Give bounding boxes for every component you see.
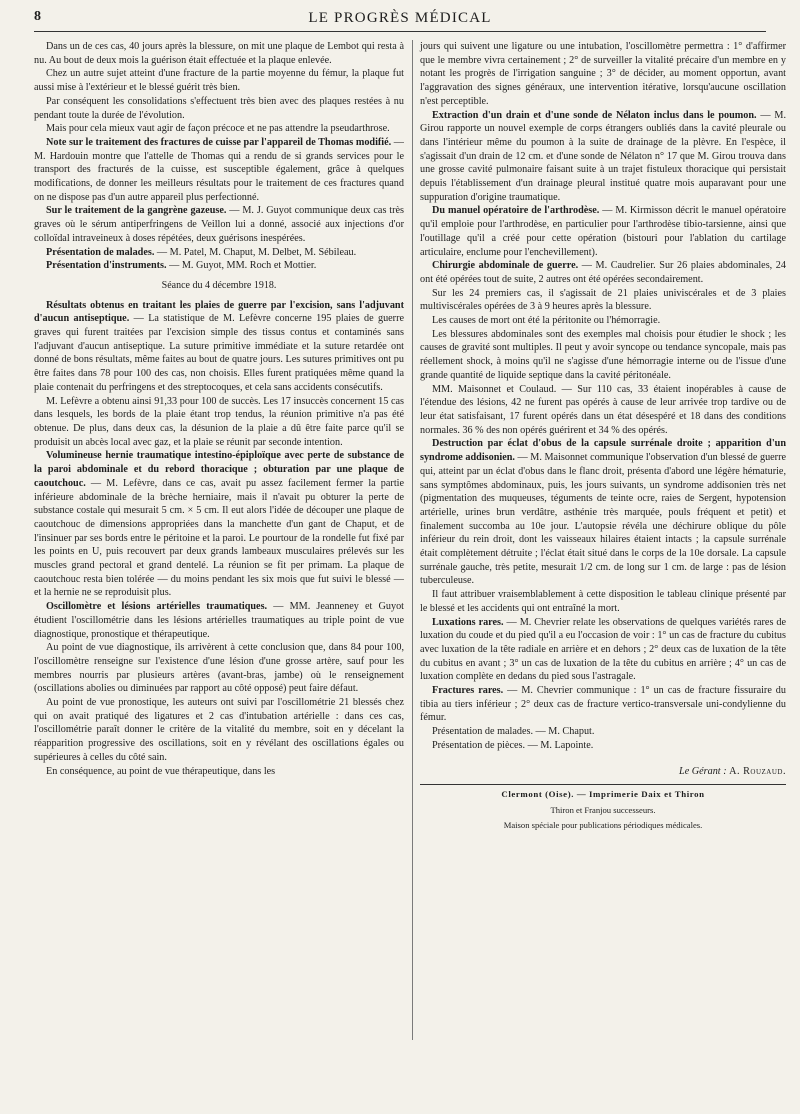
section-fractures (420, 684, 786, 725)
paragraph: Les causes de mort ont été la péritonite ou l'hémorragie. (432, 315, 661, 327)
paragraph: Sur les 24 premiers cas, il s'agissait de 21 plaies univiscérales et de 3 plaies multiviscérales opérées de 3 à 9 heures après la blessure. (420, 287, 786, 313)
section-body: — M. Lefèvre, dans ce cas, avait pu assez facilement fermer la partie inférieure abdominale de la brèche herniaire, mais il n'avait pu obturer la perte de substance costale qui mesurait 5 cm. × 5 cm. Il eut alors l'idée de découper une plaque de caoutchouc de dimensions appropriées dans la manchette d'un gant de Chaput, et de l'insinuer par ses bords entre le péritoine et la paroi. Le pourtour de la rondelle fut fixé par les points en U, puis recouvert par deux grands lambeaux musculaires prélevés sur les muscles grand pectoral et grand dentelé. La réunion se fit per primam. La plaque de caoutchouc resta bien tolérée — du moins pendant les six mois que fut suivi le blessé — et la hernie ne se reproduisit plus. (34, 477, 404, 599)
section-title: Oscillomètre et lésions artérielles traumatiques. (46, 601, 268, 613)
paragraph: Il faut attribuer vraisemblablement à cette disposition le tableau clinique présenté par le blessé et les accidents qui ont entraîné la mort. (420, 589, 786, 614)
right-column (420, 40, 786, 832)
section-title: Présentation de malades. (46, 246, 155, 258)
section-oscillometre (34, 600, 404, 641)
section-title: Extraction d'un drain et d'une sonde de Nélaton inclus dans le poumon. (432, 109, 757, 121)
section-title: Note sur le traitement des fractures de cuisse par l'appareil de Thomas modifié. (46, 136, 392, 148)
section-title: Sur le traitement de la gangrène gazeuse. (46, 205, 227, 217)
gerant-line (420, 765, 786, 786)
section-hernie (34, 449, 404, 600)
section-luxations (420, 616, 786, 685)
header-rule (34, 31, 766, 32)
section-body: — MM. Jeanneney et Guyot étudient l'oscillométrie dans les lésions artérielles traumatiques au triple point de vue diagnostique, pronostique et thérapeutique. (34, 601, 404, 640)
paragraph: MM. Maisonnet et Coulaud. — Sur 110 cas, 33 étaient inopérables à cause de l'étendue des lésions, 42 ne furent pas opérés à cause de leur arrivée trop tardive ou de leur état satisfaisant, 17 furent opérés dans un état désespéré et 18 dans des conditions normales. 36 % des non opérés guérirent et 34 % des opérés. (420, 383, 786, 436)
gerant-label: Le Gérant : (679, 765, 730, 777)
paragraph: En conséquence, au point de vue thérapeutique, dans les (46, 765, 276, 777)
section-chirurgie (420, 259, 786, 286)
section-title: Chirurgie abdominale de guerre. (432, 260, 579, 272)
section-body: — M. Chaput. (533, 726, 595, 738)
page-header (34, 8, 766, 32)
section-body: — M. Chevrier communique : 1° un cas de fracture fissuraire du tibia au tiers inférieur ; 2° deux cas de fracture vertico-transversale uni-condylienne du fémur. (420, 685, 786, 724)
gerant-name: A. Rouzaud. (729, 765, 786, 777)
section-title: Volumineuse hernie traumatique intestino-épiploïque avec perte de substance de la paroi abdominale et du rebord thoracique ; obturation par une plaque de caoutchouc. (34, 450, 404, 489)
section-title: Destruction par éclat d'obus de la capsule surrénale droite ; apparition d'un syndrome addisonien. (420, 438, 786, 464)
column-divider (412, 40, 413, 1040)
section-body: — La statistique de M. Lefèvre concerne 195 plaies de guerre graves qui furent traitées par l'excision simple des tissus contus et contaminés sans l'adjuvant d'aucun antiseptique. La suture primitive immédiate et la suture retardée ont donné de bons résultats, même faites au bout de quatre jours. Les sutures primitives ont pu être faites dans 78 pour 100 des cas, non choisis. Elles furent pratiquées même quand la plaie contenait du perfringens et des streptocoques, et cela sans accidents consécutifs. (34, 313, 404, 393)
section-thomas (34, 136, 404, 205)
paragraph: Chez un autre sujet atteint d'une fracture de la partie moyenne du fémur, la plaque fut aussi mise à l'extérieur et le blessé guérit très bien. (34, 68, 404, 94)
section-body: — M. Lapointe. (525, 739, 594, 751)
paragraph: M. Lefèvre a obtenu ainsi 91,33 pour 100 de succès. Les 17 insuccès concernent 15 cas dans lesquels, les bords de la plaie étant trop tendus, la réunion primitive n'a pas été obtenue. De plus, dans deux cas, la désunion de la plaie a dû être faite parce qu'il se produisit un abcès local avec gaz, et la plaie se réunit par seconde intention. (34, 395, 404, 448)
paragraph: Dans un de ces cas, 40 jours après la blessure, on mit une plaque de Lembot qui resta à nu. Au bout de deux mois la guérison était effectuée et la plaque enlevée. (34, 41, 404, 66)
imprint-line: Clermont (Oise). — Imprimerie Daix et Thiron (501, 789, 705, 800)
section-body: — M. J. Guyot communique deux cas très graves où le sérum antiperfringens de Veillon lui a donné, associé aux injections d'or colloïdal intraveineux à doses répétées, deux guérisons inespérées. (34, 205, 405, 244)
section-body: — M. Hardouin montre que l'attelle de Thomas qui a rendu de si grands services pour le transport des fracturés de la cuisse, est susceptible également, grâce à quelques modifications, de donner les meilleurs résultats pour le traitement de ces fractures quand on ne dispose pas d'un autre appareil plus perfectionné. (34, 136, 404, 203)
section-body: — M. Maisonnet communique l'observation d'un blessé de guerre qui, atteint par un éclat d'obus dans le flanc droit, présenta d'abord une légère hématurie, sans symptômes abdominaux, puis, les jours suivants, un syndrome addisonien très net (pigmentation des muqueuses, téguments de teinte ocre, raies de Sergent, hypotension artérielle, urines brun verdâtre, asthénie très marquée, pouls fréquent et petit) et finalement succomba au 10e jour. L'autopsie révéla une déchirure oblique du pôle inférieur du rein droit, dont les vaisseaux hilaires étaient intacts ; la capsule surrénale était complètement détruite ; l'éclat était situé dans le corps de la 10e dorsale. La capsule surrénale gauche, très petite, mesurait 1/2 cm. de long sur 1 cm. de large : pas de lésion tuberculeuse. (420, 452, 786, 587)
section-title: Présentation d'instruments. (46, 260, 167, 272)
section-title: Présentation de pièces. (432, 739, 526, 751)
section-title: Résultats obtenus en traitant les plaies de guerre par l'excision, sans l'adjuvant d'aucun antiseptique. (34, 299, 404, 325)
section-body: — M. Chevrier relate les observations de quelques variétés rares de luxation du coude et du pied qu'il a eu l'occasion de voir : 1° un cas de fracture du cubitus avec luxation de la tête radiale en arrière et en dehors ; 2° deux cas de luxation de la tête du cubitus en avant ; 3° un cas de luxation de la tête du cubitus en arrière ; 4° un cas de luxation complète en dedans du pied sous l'astragale. (420, 616, 786, 683)
paragraph: Mais pour cela mieux vaut agir de façon précoce et ne pas attendre la pseudarthrose. (46, 123, 390, 135)
section-presentation-malades (420, 725, 786, 739)
page-number: 8 (34, 9, 41, 24)
section-malades (34, 246, 404, 260)
left-column (34, 40, 404, 778)
section-extraction (420, 109, 786, 205)
imprint-line: Thiron et Franjou successeurs. (550, 804, 656, 815)
paragraph: Par conséquent les consolidations s'effectuent très bien avec des plaques restées à nu pendant toute la durée de l'évolution. (34, 95, 404, 121)
paragraph: Au point de vue pronostique, les auteurs ont suivi par l'oscillométrie 21 blessés chez qui on avait pratiqué des ligatures et 2 cas d'intubation artérielle : dans ces cas, l'oscillométrie paraît donner le critère de la vitalité du membre, soit en y décelant la réapparition progressive des oscillations, soit en y révélant des oscillations égales ou supérieures à celles du côté sain. (34, 697, 404, 763)
section-title: Luxations rares. (432, 616, 504, 628)
section-title: Fractures rares. (432, 685, 504, 697)
section-surrenale (420, 437, 786, 588)
section-gangrene (34, 204, 404, 245)
section-body: — M. Patel, M. Chaput, M. Delbet, M. Sébileau. (154, 246, 357, 258)
section-arthrodese (420, 204, 786, 259)
section-title: Du manuel opératoire de l'arthrodèse. (432, 205, 600, 217)
paragraph: Au point de vue diagnostique, ils arrivèrent à cette conclusion que, dans 84 pour 100, l'oscillomètre renseigne sur l'existence d'une lésion d'une grosse artère, sauf pour les membres nourris par plusieurs artères (avant-bras, jambe) où le renseignement (oscillations abolies ou diminuées par rapport au côté opposé) peut faire défaut. (34, 642, 404, 695)
section-presentation-pieces (420, 739, 786, 753)
seance-date: Séance du 4 décembre 1918. (161, 279, 277, 291)
section-body: — M. Guyot, MM. Roch et Mottier. (166, 260, 317, 272)
section-body: — M. Kirmisson décrit le manuel opératoire qu'il emploie pour l'arthrodèse, en particulier pour l'arthrodèse tibio-tarsienne, ainsi que l'outillage qu'il a créé pour cette opération (bistouri pour l'ablation du cartilage articulaire, enclume pour l'enchevillement). (420, 205, 786, 258)
section-excision (34, 299, 404, 395)
section-title: Présentation de malades. (432, 726, 533, 738)
paragraph: Les blessures abdominales sont des exemples mal choisis pour étudier le shock ; les causes de gravité sont multiples. Il peut y avoir syncope ou tendance syncopale, mais pas réellement shock, à moins qu'il ne s'agisse d'une hémorragie interne ou de l'issue d'une grande quantité de liquide septique dans la cavité péritonéale. (420, 328, 786, 381)
paragraph: jours qui suivent une ligature ou une intubation, l'oscillomètre permettra : 1° d'affirmer que le membre vivra certainement ; 2° de surveiller la vitalité précaire d'un membre en y notant les progrès de l'irrigation sanguine ; 3° de décider, au moment opportun, avant l'aggravation des signes généraux, une intervention itérative, lorsqu'aucune oscillation n'est perceptible. (420, 41, 786, 107)
imprint-line: Maison spéciale pour publications périodiques médicales. (503, 820, 703, 831)
section-body: — M. Girou rapporte un nouvel exemple de corps étrangers oubliés dans la cavité pleurale ou dans l'intérieur même du poumon à la suite de drainage de la plèvre. En l'espèce, il s'agissait d'un drain de 12 cm. et d'une sonde de Nélaton n° 17 que M. Girou trouva dans une grosse cavité pulmonaire faisant suite à un trajet fistuleux thoracique qui persistait depuis l'établissement d'un drainage pleural institué quatre mois auparavant pour une suppuration d'origine traumatique. (420, 109, 787, 203)
running-title: LE PROGRÈS MÉDICAL (308, 10, 492, 26)
section-body: — M. Caudrelier. Sur 26 plaies abdominales, 24 ont été opérées tout de suite, 2 autres ont été opérées secondairement. (420, 260, 786, 285)
section-instruments (34, 259, 404, 273)
